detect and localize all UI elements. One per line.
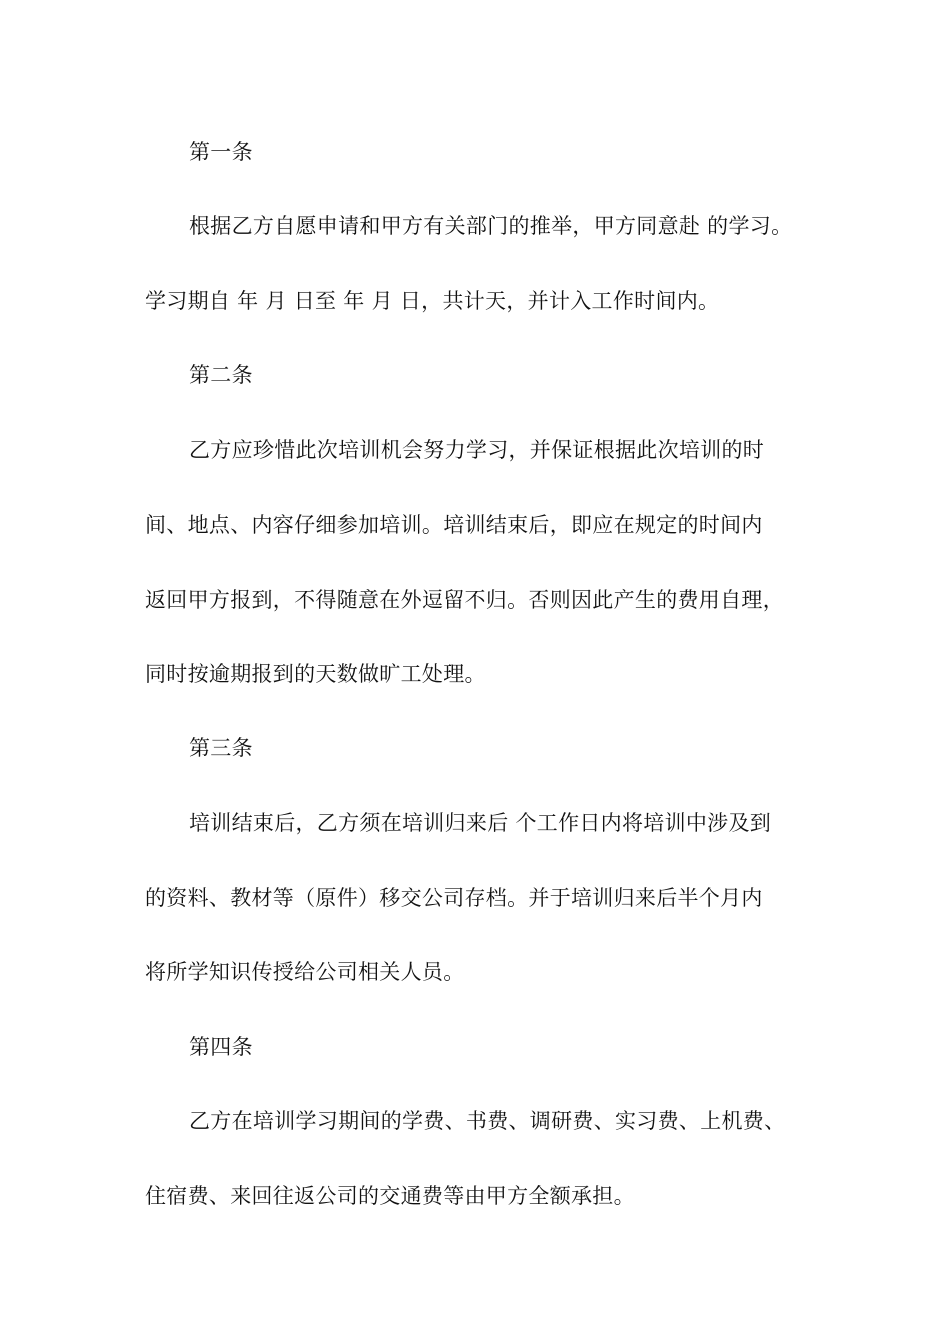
article-4-text-line: 住宿费、来回往返公司的交通费等由甲方全额承担。: [145, 1184, 635, 1208]
article-3-text-line: 将所学知识传授给公司相关人员。: [145, 960, 465, 984]
article-2-text-line: 同时按逾期报到的天数做旷工处理。: [145, 662, 486, 686]
article-2-heading: 第二条: [189, 363, 253, 387]
article-1-text-line: 根据乙方自愿申请和甲方有关部门的推举，甲方同意赴 的学习。: [189, 214, 793, 238]
article-1-text-line: 学习期自 年 月 日至 年 月 日，共计天，并计入工作时间内。: [145, 289, 720, 313]
article-2-text-line: 乙方应珍惜此次培训机会努力学习，并保证根据此次培训的时: [189, 438, 765, 462]
article-4-text-line: 乙方在培训学习期间的学费、书费、调研费、实习费、上机费、: [189, 1109, 786, 1133]
article-2-text-line: 返回甲方报到，不得随意在外逗留不归。否则因此产生的费用自理，: [145, 588, 784, 612]
article-4-heading: 第四条: [189, 1035, 253, 1059]
article-1-heading: 第一条: [189, 140, 253, 164]
article-3-text-line: 培训结束后，乙方须在培训归来后 个工作日内将培训中涉及到: [189, 811, 772, 835]
article-3-heading: 第三条: [189, 736, 253, 760]
article-2-text-line: 间、地点、内容仔细参加培训。培训结束后，即应在规定的时间内: [145, 513, 763, 537]
article-3-text-line: 的资料、教材等（原件）移交公司存档。并于培训归来后半个月内: [145, 886, 763, 910]
